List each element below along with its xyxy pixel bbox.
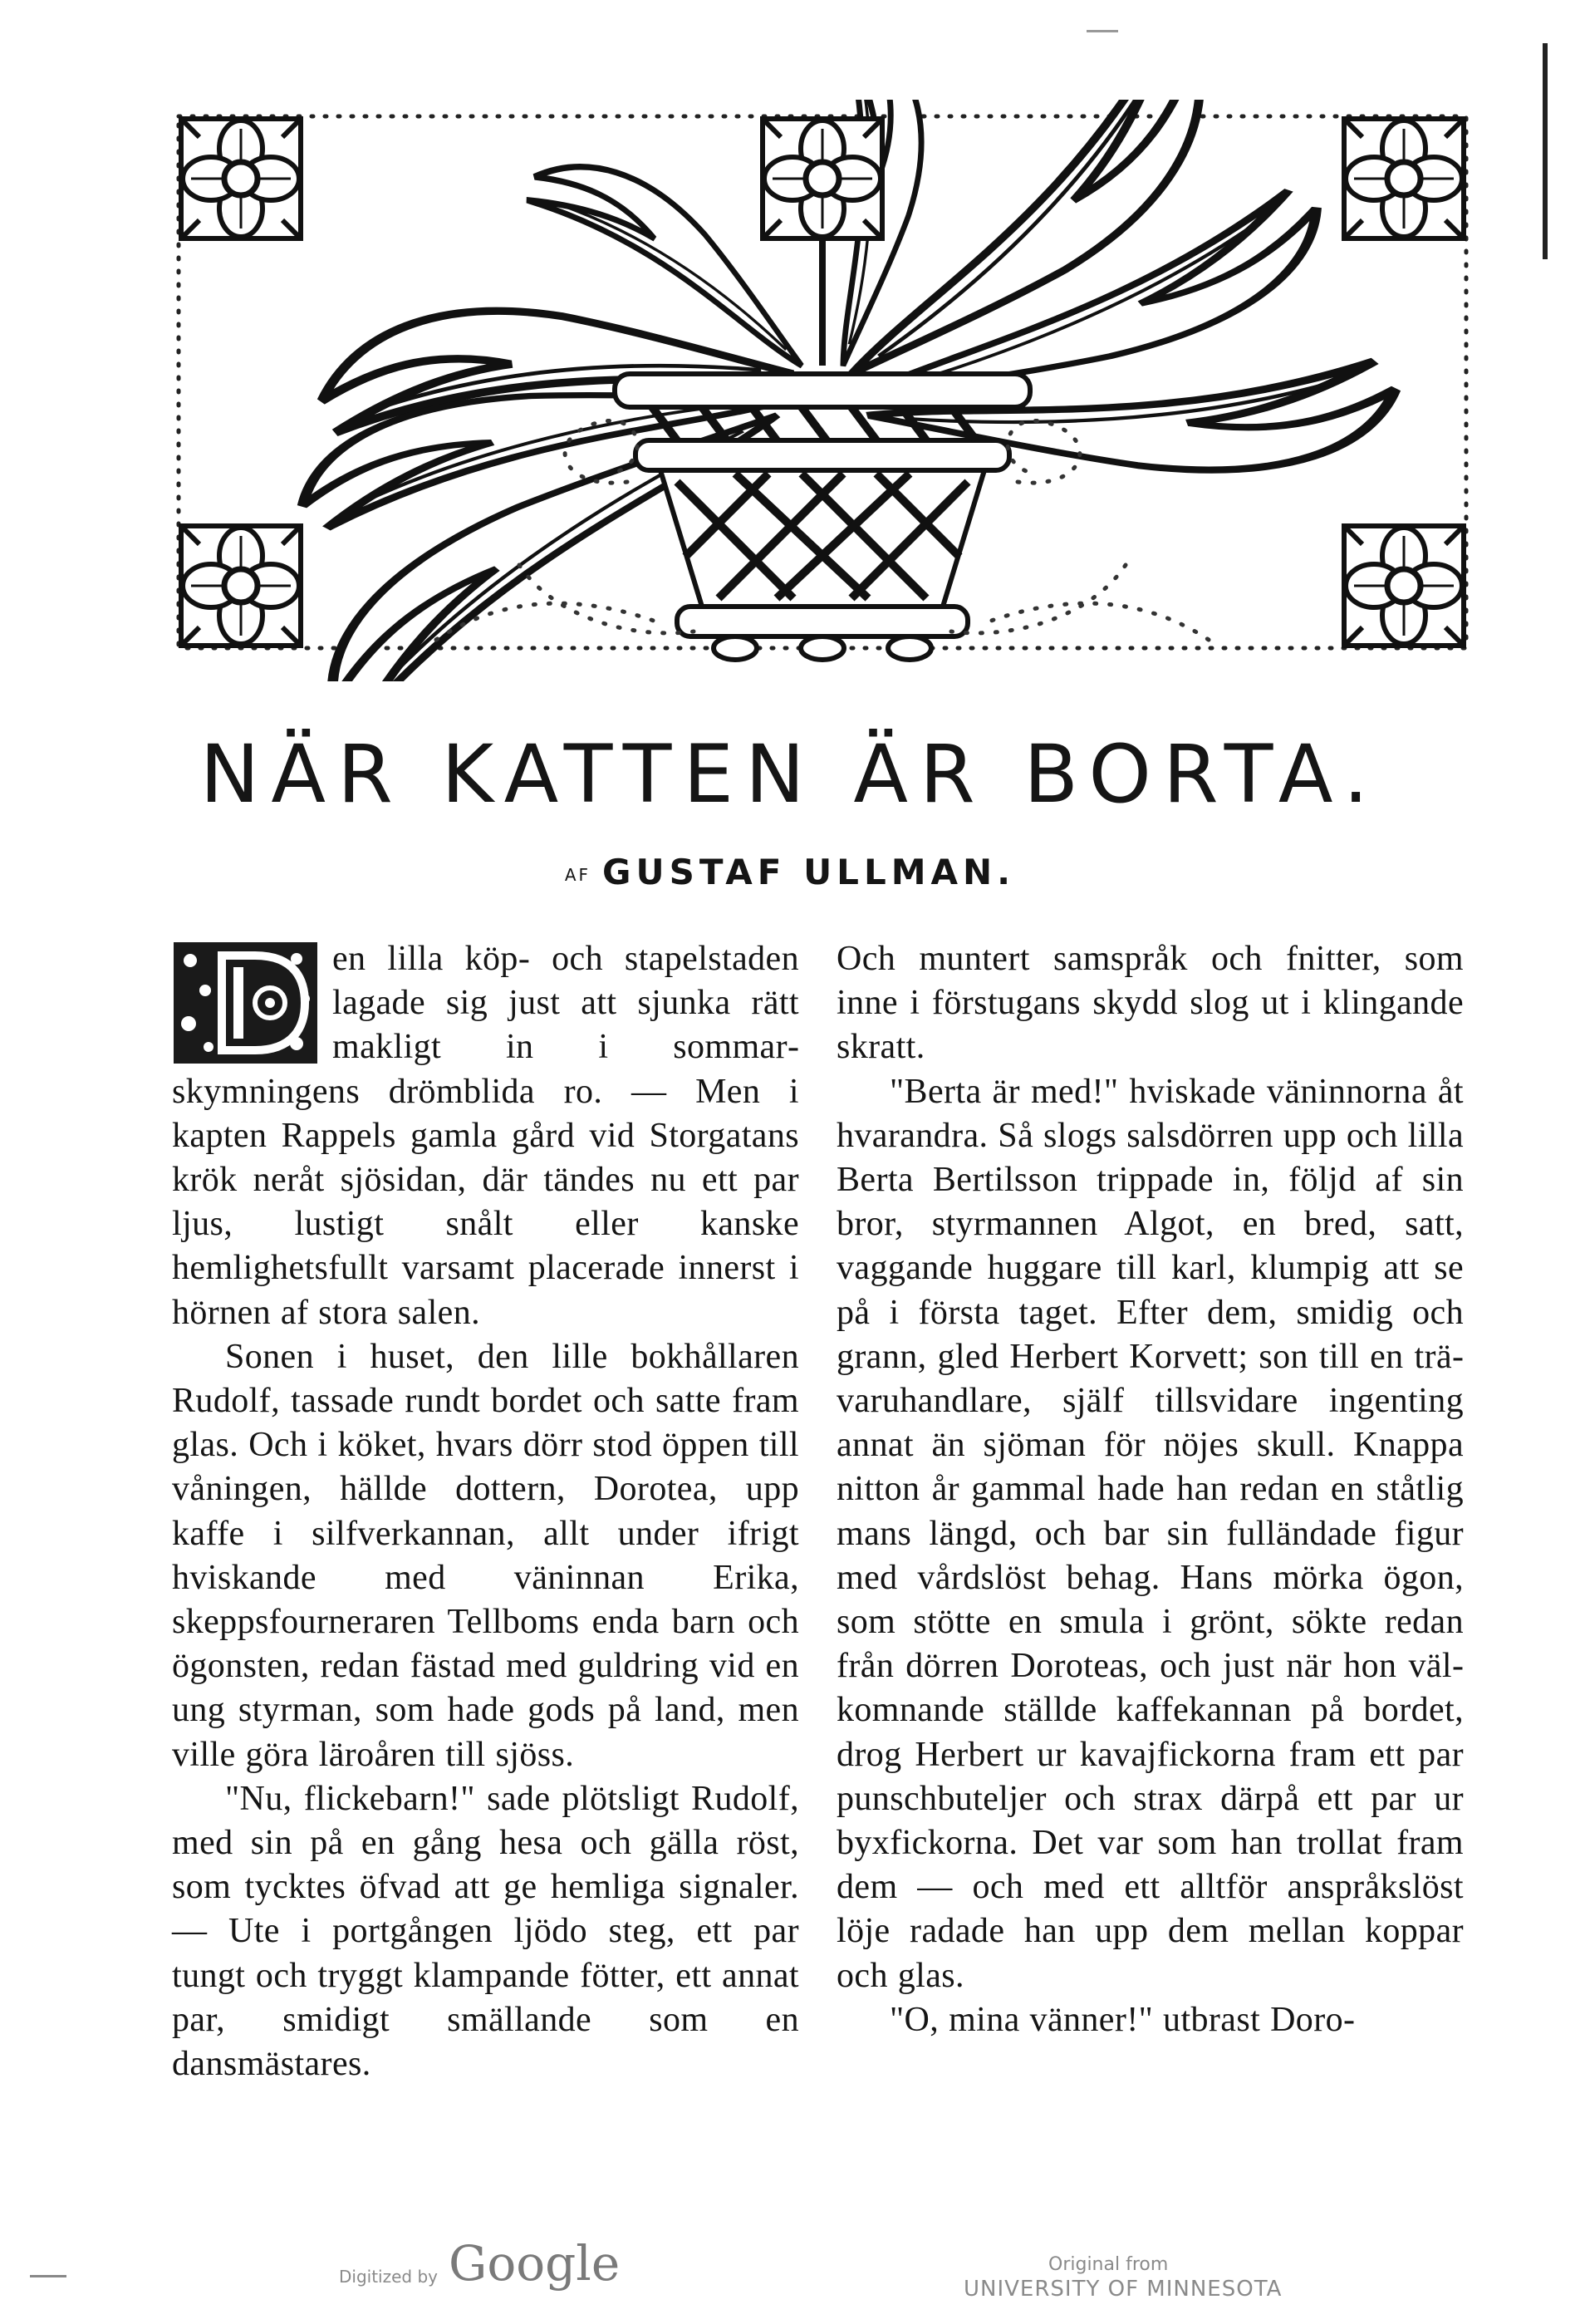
paragraph: "O, mina vänner!" utbrast Doro- — [890, 2000, 1356, 2039]
basket-ornament — [162, 100, 1483, 681]
author-name: GUSTAF ULLMAN. — [602, 852, 1016, 892]
left-column — [172, 937, 799, 2086]
paragraph-text: en lilla köp- och stapelstaden lagade sig just att sjunka rätt makligt in i sommarskymningens drömblida ro. — Men i kapten Rappels gamla gård vid Storgatans krök neråt sjösidan, där tändes nu ett par ljus, lustigt snålt eller kanske hemlighetsfullt varsamt placerade innerst i hörnen af stora salen. — [172, 940, 799, 1332]
article-title: NÄR KATTEN ÄR BORTA. — [199, 728, 1381, 821]
drop-cap-d-icon — [172, 941, 319, 1065]
byline — [0, 852, 1580, 892]
digitized-by-label: Digitized by — [339, 2267, 438, 2287]
original-from-label: Original from — [1048, 2254, 1169, 2275]
right-column — [837, 937, 1464, 2042]
paragraph: "Berta är med!" hviskade väninnorna åt hvarandra. Så slogs salsdörren upp och lilla Berta Bertilsson trippade in, följd af sin bror, styrmannen Algot, en bred, satt, vaggande huggare till karl, klumpig att se på i första taget. Efter dem, smidig och grann, gled Herbert Korvett; son till en trävaruhandlare, själf tillsvidare ingenting annat än sjöman för nöjes skull. Knappa nitton år gammal hade han redan en ståtlig mans längd, och bar sin fulländade figur med vårdslöst behag. Hans mörka ögon, som stötte en smula i grönt, sökte redan från dörren Doroteas, och just när hon välkomnande ställde kaffekannan på bordet, drog Herbert ur kavajfickorna fram ett par punschbuteljer och strax därpå ett par ur byxfickorna. Det var som han trollat fram dem — och med ett alltför anspråkslöst löje radade han upp dem mellan koppar och glas. — [837, 1072, 1464, 1995]
byline-prefix: AF — [564, 864, 591, 885]
scan-edge-line — [1543, 43, 1548, 259]
paragraph: Och muntert samspråk och fnitter, som inne i förstugans skydd slog ut i klingande skratt. — [837, 940, 1464, 1067]
scan-edge-dash — [1087, 30, 1118, 32]
paragraph: "Nu, flickebarn!" sade plötsligt Rudolf, med sin på en gång hesa och gälla röst, som tycktes öfvad att ge hemliga signaler. — Ute i portgången ljödo steg, ett par tungt och tryggt klampande fötter, ett annat par, smidigt smällande som en dansmästares. — [172, 1779, 799, 2084]
google-logo: Google — [449, 2235, 621, 2292]
paragraph — [172, 937, 799, 1335]
university-label: UNIVERSITY OF MINNESOTA — [964, 2277, 1283, 2302]
scan-edge-dash — [30, 2275, 66, 2277]
paragraph: Sonen i huset, den lille bokhållaren Rudolf, tassade rundt bordet och satte fram glas. Och i köket, hvars dörr stod öppen till våningen, hällde dottern, Dorotea, upp kaffe i silfverkannan, allt under ifrigt hviskande med väninnan Erika, skeppsfourneraren Tellboms enda barn och ögonsten, redan fästad med guldring vid en ung styrman, som hade gods på land, men ville göra läroåren till sjöss. — [172, 1337, 799, 1774]
